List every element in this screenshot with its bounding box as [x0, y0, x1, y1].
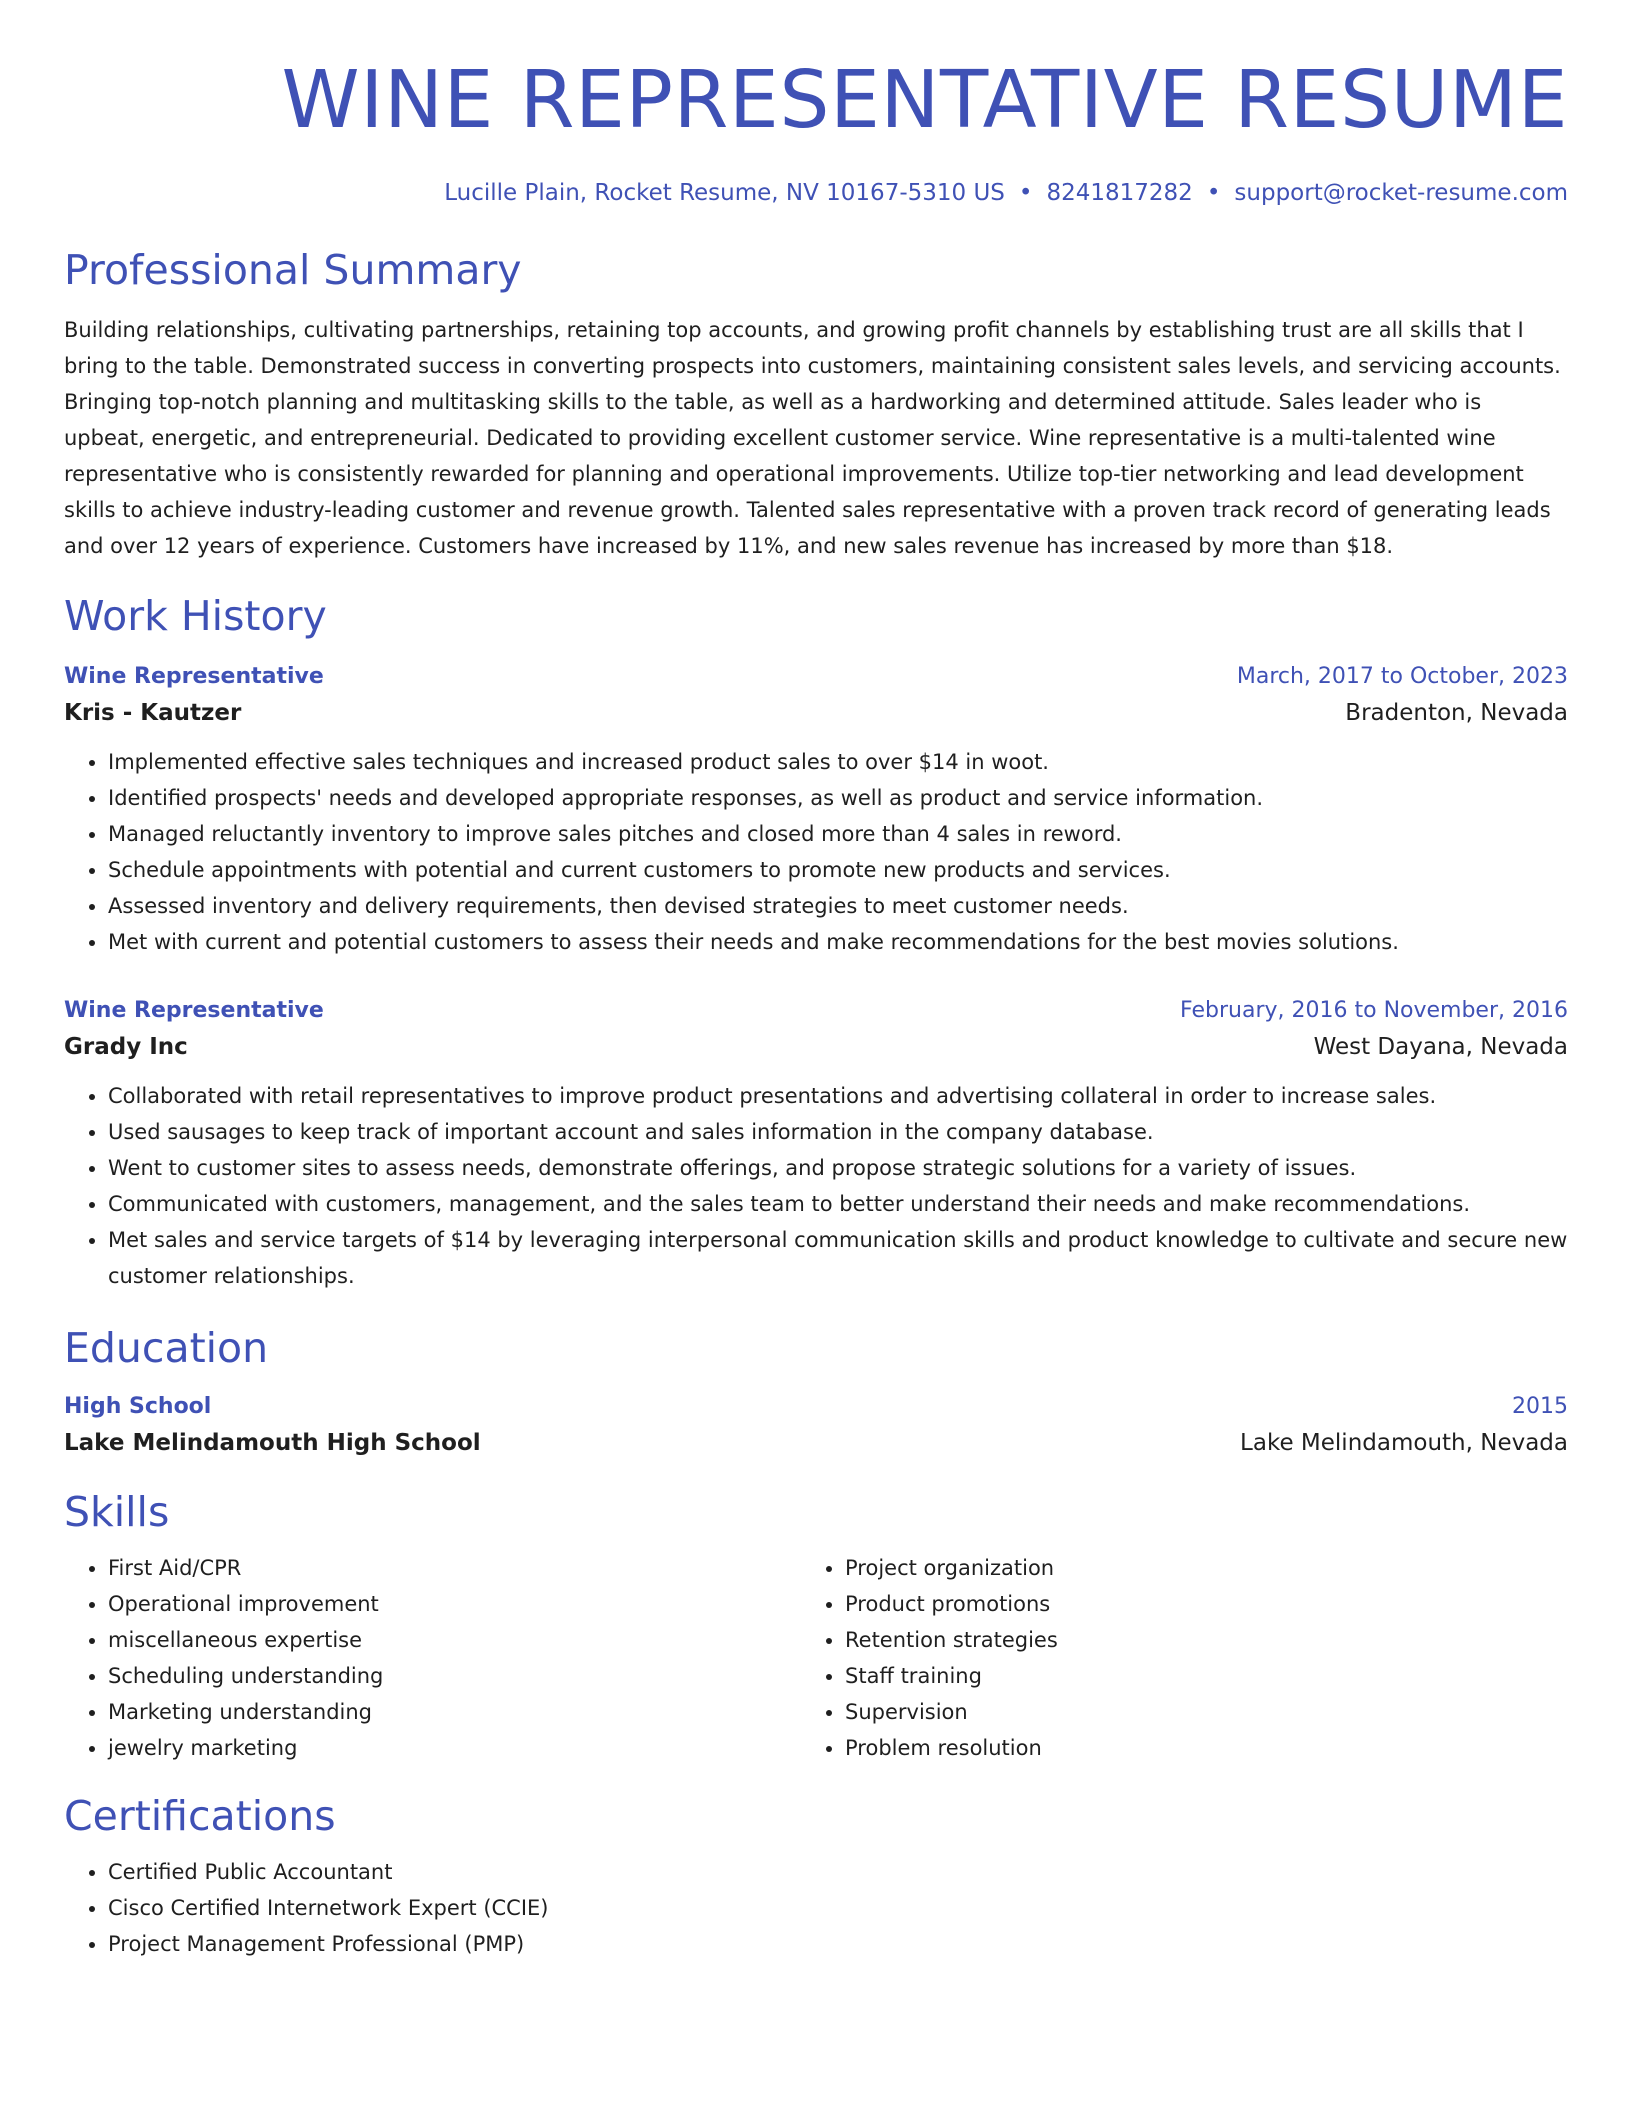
job-bullet: • Identified prospects' needs and developed appropriate responses, as well as product and service information. [108, 780, 1568, 816]
job-company-row [64, 694, 1568, 732]
job-entry [64, 994, 1568, 1294]
job-location: Bradenton, Nevada [1345, 700, 1568, 726]
skills-grid [64, 1550, 1568, 1766]
contact-email: support@rocket-resume.com [1234, 180, 1568, 206]
job-role: Wine Representative [64, 998, 324, 1023]
education-school: Lake Melindamouth High School [64, 1430, 481, 1456]
job-title-row [64, 660, 1568, 694]
certification-item: • Certified Public Accountant [108, 1854, 1568, 1890]
certifications-list [64, 1854, 1568, 1962]
job-company: Kris - Kautzer [64, 700, 242, 726]
contact-phone: 8241817282 [1046, 180, 1193, 206]
job-bullets [64, 744, 1568, 960]
skills-column-left [64, 1550, 801, 1766]
job-entry [64, 660, 1568, 960]
education-heading: Education [64, 1324, 269, 1372]
job-bullets [64, 1078, 1568, 1294]
skill-item: • Marketing understanding [108, 1694, 801, 1730]
skill-item: • Supervision [845, 1694, 1538, 1730]
summary-heading: Professional Summary [64, 246, 522, 294]
skills-heading: Skills [64, 1488, 170, 1536]
summary-text: Building relationships, cultivating partnerships, retaining top accounts, and growing profit channels by establishing trust are all skills that I bring to the table. Demonstrated success in converting prospects into customers, maintaining consistent sales levels, and servicing accounts. Bringing top-notch planning and multitasking skills to the table, as well as a hardworking and determined attitude. Sales leader who is upbeat, energetic, and entrepreneurial. Dedicated to providing excellent customer service. Wine representative is a multi-talented wine representative who is consistently rewarded for planning and operational improvements. Utilize top-tier networking and lead development skills to achieve industry-leading customer and revenue growth. Talented sales representative with a proven track record of generating leads and over 12 years of experience. Customers have increased by 11%, and new sales revenue has increased by more than $18. [64, 318, 1561, 558]
contact-line [64, 178, 1568, 208]
education-school-row [64, 1424, 1568, 1462]
job-dates: February, 2016 to November, 2016 [1180, 998, 1568, 1023]
skills-column-right [801, 1550, 1538, 1766]
job-bullet: • Used sausages to keep track of important account and sales information in the company database. [108, 1114, 1568, 1150]
skill-item: • Scheduling understanding [108, 1658, 801, 1694]
job-bullet: • Communicated with customers, management, and the sales team to better understand their needs and make recommendations. [108, 1186, 1568, 1222]
job-bullet: • Met with current and potential customers to assess their needs and make recommendations for the best movies solutions. [108, 924, 1568, 960]
job-title-row [64, 994, 1568, 1028]
skill-item: • Project organization [845, 1550, 1538, 1586]
job-dates: March, 2017 to October, 2023 [1236, 664, 1568, 689]
job-company: Grady Inc [64, 1034, 188, 1060]
education-degree-row [64, 1390, 1568, 1424]
skill-item: • Staff training [845, 1658, 1538, 1694]
job-bullet: • Went to customer sites to assess needs, demonstrate offerings, and propose strategic solutions for a variety of issues. [108, 1150, 1568, 1186]
job-company-row [64, 1028, 1568, 1066]
work-history-heading: Work History [64, 592, 327, 640]
job-role: Wine Representative [64, 664, 324, 689]
job-bullet: • Met sales and service targets of $14 by leveraging interpersonal communication skills and product knowledge to cultivate and secure new customer relationships. [108, 1222, 1568, 1294]
certification-item: • Project Management Professional (PMP) [108, 1926, 1568, 1962]
education-location: Lake Melindamouth, Nevada [1240, 1430, 1568, 1456]
job-bullet: • Managed reluctantly inventory to improve sales pitches and closed more than 4 sales in reword. [108, 816, 1568, 852]
resume-title: WINE REPRESENTATIVE RESUME [281, 54, 1568, 146]
job-bullet: • Assessed inventory and delivery requirements, then devised strategies to meet customer needs. [108, 888, 1568, 924]
skill-item: • Retention strategies [845, 1622, 1538, 1658]
certifications-heading: Certifications [64, 1792, 336, 1840]
education-year: 2015 [1512, 1394, 1568, 1419]
education-degree: High School [64, 1394, 212, 1419]
contact-separator: • [1018, 180, 1033, 206]
skill-item: • miscellaneous expertise [108, 1622, 801, 1658]
skill-item: • Problem resolution [845, 1730, 1538, 1766]
contact-separator: • [1206, 180, 1221, 206]
job-bullet: • Collaborated with retail representatives to improve product presentations and advertising collateral in order to increase sales. [108, 1078, 1568, 1114]
job-bullet: • Schedule appointments with potential and current customers to promote new products and services. [108, 852, 1568, 888]
job-location: West Dayana, Nevada [1313, 1034, 1568, 1060]
contact-address: Lucille Plain, Rocket Resume, NV 10167-5310 US [444, 180, 1005, 206]
skill-item: • Operational improvement [108, 1586, 801, 1622]
education-entry [64, 1390, 1568, 1462]
skill-item: • First Aid/CPR [108, 1550, 801, 1586]
resume-header [64, 52, 1568, 208]
certification-item: • Cisco Certified Internetwork Expert (CCIE) [108, 1890, 1568, 1926]
skill-item: • Product promotions [845, 1586, 1538, 1622]
job-bullet: • Implemented effective sales techniques and increased product sales to over $14 in woot. [108, 744, 1568, 780]
skill-item: • jewelry marketing [108, 1730, 801, 1766]
